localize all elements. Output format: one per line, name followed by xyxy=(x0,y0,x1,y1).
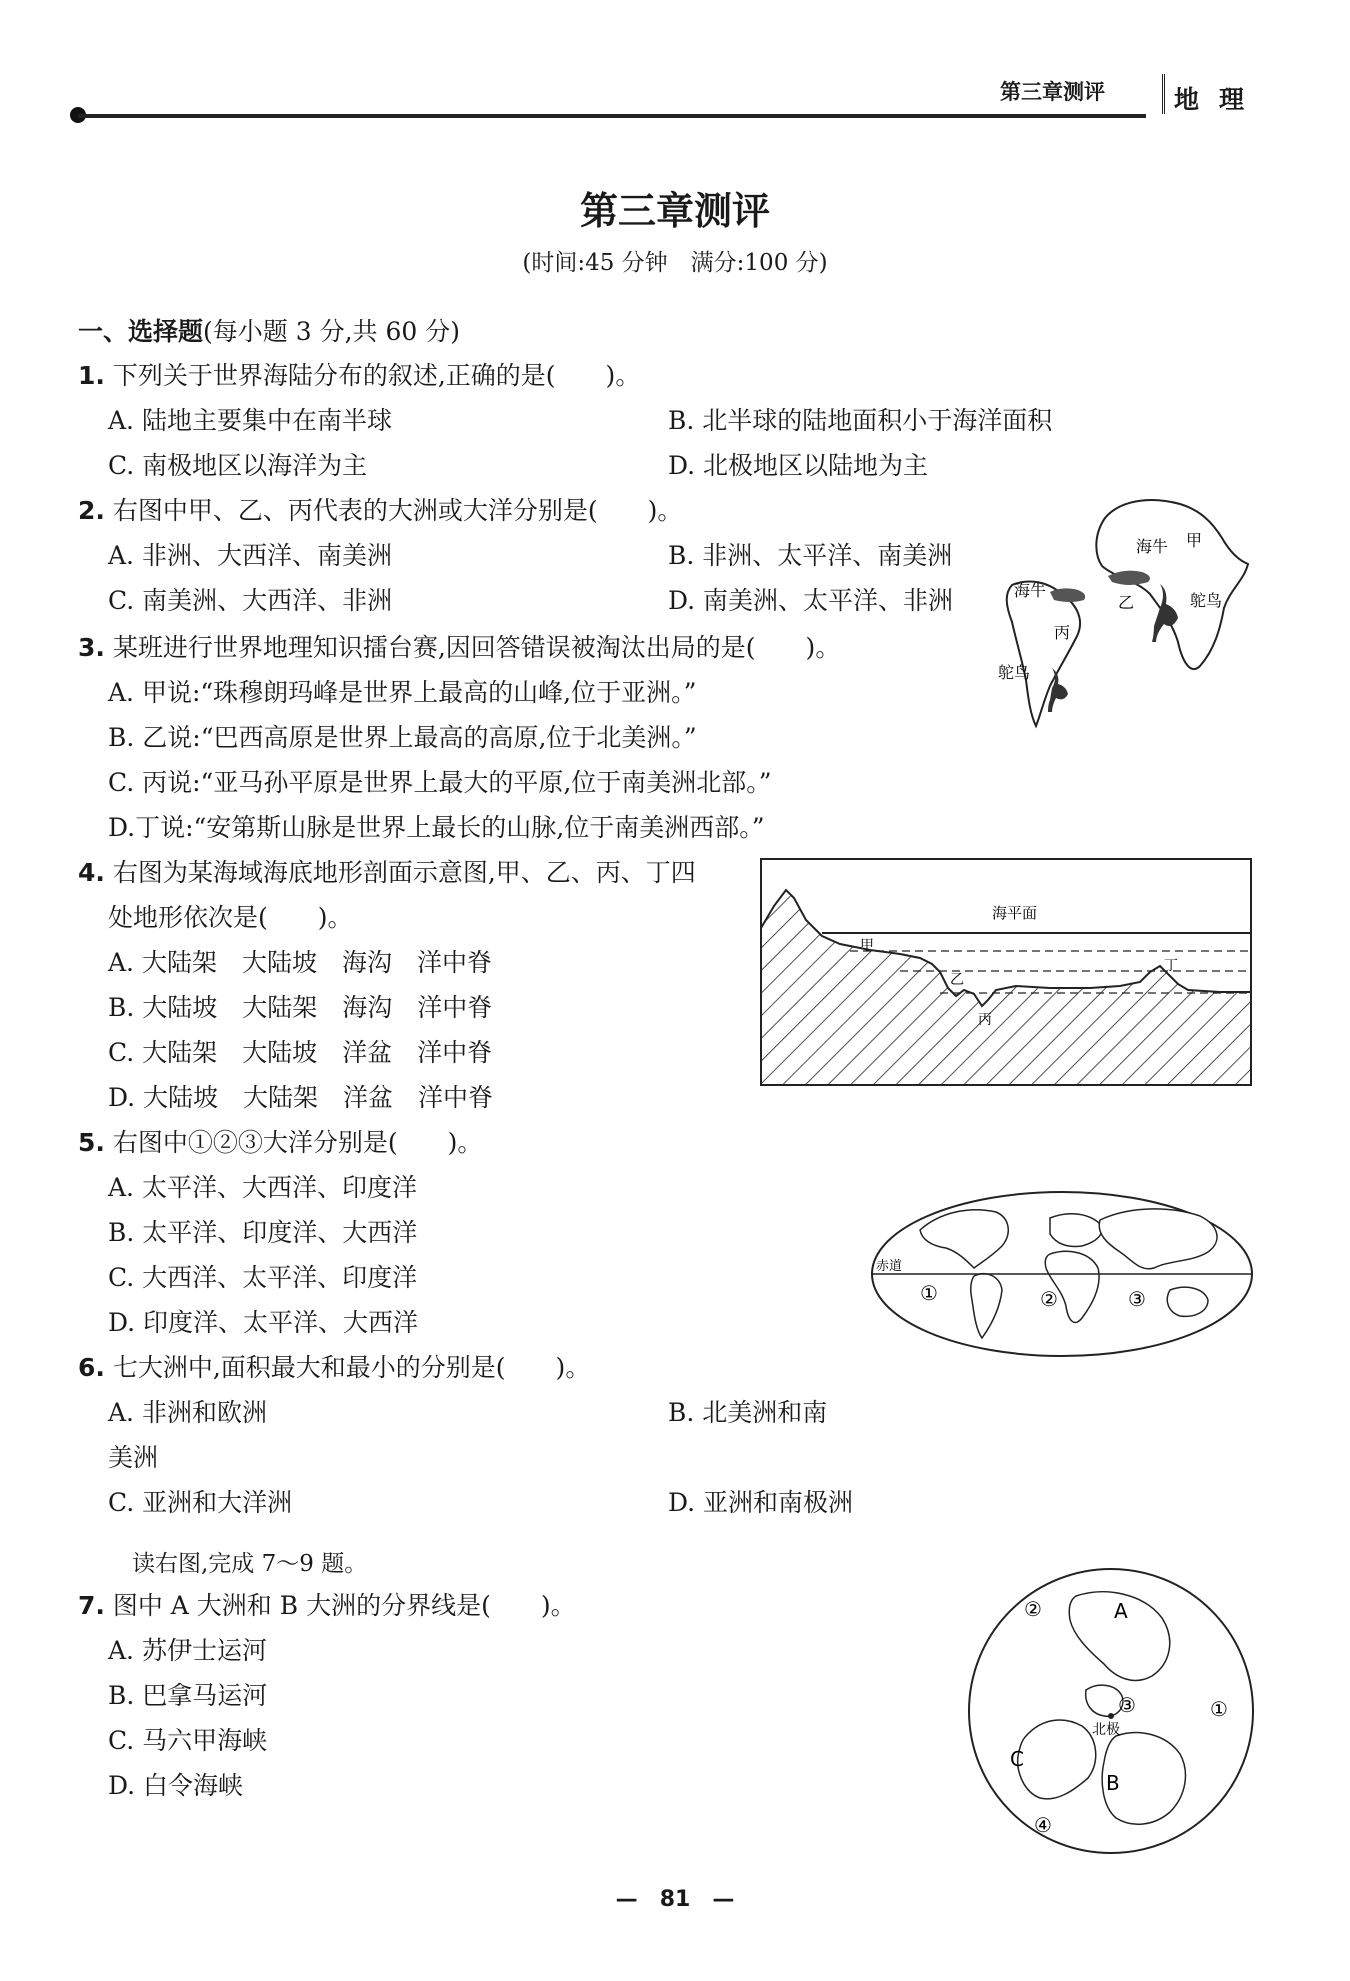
question-text: 右图中甲、乙、丙代表的大洲或大洋分别是( )。 xyxy=(112,496,683,525)
diagram-label-ding: 丁 xyxy=(1164,958,1178,974)
polar-map-ocean-3: ③ xyxy=(1118,1693,1136,1717)
q2-option-d: D. 南美洲、太平洋、非洲 xyxy=(668,586,954,615)
question-text: 右图中①②③大洋分别是( )。 xyxy=(112,1128,483,1157)
q2-option-a: A. 非洲、大西洋、南美洲 xyxy=(108,541,392,570)
map-label-cow-1: 海牛 xyxy=(1136,537,1169,556)
q7-option-a: A. 苏伊士运河 xyxy=(108,1636,267,1665)
q1-option-a: A. 陆地主要集中在南半球 xyxy=(108,406,392,435)
read-figure-note: 读右图,完成 7～9 题。 xyxy=(132,1551,368,1577)
polar-map-ocean-1: ① xyxy=(1210,1697,1228,1721)
map-ocean-2: ② xyxy=(1040,1287,1058,1311)
polar-map-label-A: A xyxy=(1114,1599,1128,1623)
question-2-stem xyxy=(78,495,682,527)
map-label-bing: 丙 xyxy=(1054,623,1071,642)
q4-option-b: B. 大陆坡 大陆架 海沟 洋中脊 xyxy=(108,993,493,1022)
q5-option-c: C. 大西洋、太平洋、印度洋 xyxy=(108,1263,418,1292)
q1-option-c: C. 南极地区以海洋为主 xyxy=(108,451,368,480)
diagram-label-yi: 乙 xyxy=(950,972,964,988)
question-7-stem xyxy=(78,1590,576,1622)
q4-option-a: A. 大陆架 大陆坡 海沟 洋中脊 xyxy=(108,948,492,977)
world-map-ellipse xyxy=(870,1190,1254,1358)
question-number: 2. xyxy=(78,496,105,525)
q3-option-b: B. 乙说:“巴西高原是世界上最高的高原,位于北美洲。” xyxy=(108,723,697,752)
section-note: (每小题 3 分,共 60 分) xyxy=(203,317,460,346)
q6-option-b: B. 北美洲和南 xyxy=(668,1398,828,1427)
map-label-jia: 甲 xyxy=(1186,531,1203,550)
north-polar-map xyxy=(966,1566,1256,1856)
polar-map-label-C: C xyxy=(1010,1747,1024,1771)
question-text: 七大洲中,面积最大和最小的分别是( )。 xyxy=(112,1353,591,1382)
map-label-ostrich-1: 鸵鸟 xyxy=(1190,591,1223,610)
q4-option-d: D. 大陆坡 大陆架 洋盆 洋中脊 xyxy=(108,1083,494,1112)
q3-option-d: D.丁说:“安第斯山脉是世界上最长的山脉,位于南美洲西部。” xyxy=(108,813,765,842)
q7-option-d: D. 白令海峡 xyxy=(108,1771,244,1800)
seabed-profile-diagram xyxy=(760,858,1252,1086)
map-ocean-1: ① xyxy=(920,1281,938,1305)
header-chapter: 第三章测评 xyxy=(1000,80,1105,104)
q1-option-b: B. 北半球的陆地面积小于海洋面积 xyxy=(668,406,1053,435)
manatee-icon xyxy=(1050,588,1085,602)
q4-option-c: C. 大陆架 大陆坡 洋盆 洋中脊 xyxy=(108,1038,493,1067)
q6-option-d: D. 亚洲和南极洲 xyxy=(668,1488,854,1517)
page-title: 第三章测评 xyxy=(579,189,770,233)
question-number: 3. xyxy=(78,633,105,662)
question-text: 某班进行世界地理知识擂台赛,因回答错误被淘汰出局的是( )。 xyxy=(112,633,841,662)
polar-map-ocean-4: ④ xyxy=(1034,1813,1052,1837)
q1-option-d: D. 北极地区以陆地为主 xyxy=(668,451,929,480)
question-number: 7. xyxy=(78,1591,105,1620)
diagram-label-jia: 甲 xyxy=(860,938,874,954)
sea-level-label: 海平面 xyxy=(992,904,1038,922)
equator-label: 赤道 xyxy=(876,1259,903,1274)
page-number-value: 81 xyxy=(659,1887,691,1912)
q5-option-d: D. 印度洋、太平洋、大西洋 xyxy=(108,1308,419,1337)
question-number: 6. xyxy=(78,1353,105,1382)
question-text: 下列关于世界海陆分布的叙述,正确的是( )。 xyxy=(112,361,641,390)
question-3-stem xyxy=(78,632,840,664)
map-label-cow-2: 海牛 xyxy=(1014,581,1047,600)
question-text: 右图为某海域海底地形剖面示意图,甲、乙、丙、丁四 xyxy=(112,858,696,887)
map-label-yi: 乙 xyxy=(1118,593,1135,612)
question-number: 5. xyxy=(78,1128,105,1157)
question-5-stem xyxy=(78,1127,482,1159)
polar-map-label-B: B xyxy=(1106,1771,1120,1795)
question-number: 4. xyxy=(78,858,105,887)
question-number: 1. xyxy=(78,361,105,390)
q7-option-b: B. 巴拿马运河 xyxy=(108,1681,268,1710)
q3-option-a: A. 甲说:“珠穆朗玛峰是世界上最高的山峰,位于亚洲。” xyxy=(108,678,697,707)
question-4-stem xyxy=(78,857,696,889)
africa-south-america-map xyxy=(990,490,1260,730)
q5-option-a: A. 太平洋、大西洋、印度洋 xyxy=(108,1173,417,1202)
page-number: — 81 — xyxy=(615,1887,735,1912)
map-label-ostrich-2: 鸵鸟 xyxy=(998,663,1031,682)
section-title: 一、选择题 xyxy=(78,317,204,346)
question-4-stem-cont: 处地形依次是( )。 xyxy=(108,903,353,932)
q3-option-c: C. 丙说:“亚马孙平原是世界上最大的平原,位于南美洲北部。” xyxy=(108,768,772,797)
q5-option-b: B. 太平洋、印度洋、大西洋 xyxy=(108,1218,418,1247)
header-subject: 地理 xyxy=(1174,85,1265,114)
q7-option-c: C. 马六甲海峡 xyxy=(108,1726,268,1755)
polar-map-ocean-2: ② xyxy=(1024,1597,1042,1621)
q6-option-a: A. 非洲和欧洲 xyxy=(108,1398,267,1427)
section-heading xyxy=(78,316,460,348)
map-ocean-3: ③ xyxy=(1128,1287,1146,1311)
q6-option-b-cont: 美洲 xyxy=(108,1443,159,1472)
q2-option-c: C. 南美洲、大西洋、非洲 xyxy=(108,586,393,615)
north-pole-label: 北极 xyxy=(1092,1722,1120,1738)
q2-option-b: B. 非洲、太平洋、南美洲 xyxy=(668,541,953,570)
diagram-label-bing: 丙 xyxy=(978,1012,992,1028)
question-text: 图中 A 大洲和 B 大洲的分界线是( )。 xyxy=(112,1591,576,1620)
q6-option-c: C. 亚洲和大洋洲 xyxy=(108,1488,293,1517)
question-1-stem xyxy=(78,360,640,392)
question-6-stem xyxy=(78,1352,590,1384)
page-subtitle: (时间:45 分钟 满分:100 分) xyxy=(522,250,828,276)
header-rule xyxy=(78,114,1146,118)
